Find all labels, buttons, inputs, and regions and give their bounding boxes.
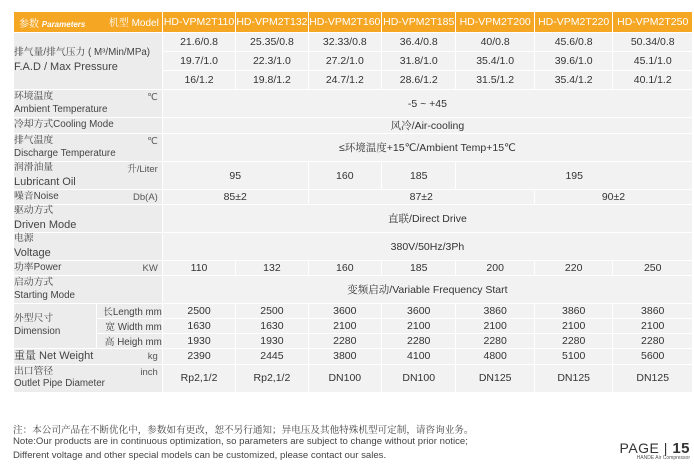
oil-label-cn: 润滑油量 xyxy=(14,162,54,173)
fad-value: 35.4/1.2 xyxy=(535,71,613,89)
fad-value: 28.6/1.2 xyxy=(382,71,455,89)
fad-value: 22.3/1.0 xyxy=(236,52,307,70)
oil-value: 160 xyxy=(309,162,381,189)
length-value: 3860 xyxy=(613,304,692,318)
outlet-label-cn: 出口管径 xyxy=(14,365,54,377)
voltage-value: 380V/50Hz/3Ph xyxy=(163,233,692,260)
fad-value: 40/0.8 xyxy=(456,33,534,51)
power-label xyxy=(14,261,162,275)
fad-value: 27.2/1.0 xyxy=(309,52,381,70)
outlet-unit: inch xyxy=(140,366,158,378)
dimension-label-cn: 外型尺寸 xyxy=(14,313,54,325)
power-value: 220 xyxy=(535,261,613,275)
model-header-7: HD-VPM2T250 xyxy=(613,12,692,32)
fad-value: 31.5/1.2 xyxy=(456,71,534,89)
fad-label xyxy=(14,33,162,89)
oil-label xyxy=(14,162,162,189)
width-value: 2100 xyxy=(535,319,613,333)
weight-value: 3800 xyxy=(309,349,381,364)
page-number-block xyxy=(620,440,690,461)
note-en-2: Different voltage and other special models can be customized, please contact our sales. xyxy=(13,450,387,461)
voltage-label-cn: 电源 xyxy=(14,233,34,245)
weight-value: 2390 xyxy=(163,349,235,364)
fad-label-en: F.A.D / Max Pressure xyxy=(14,61,118,74)
width-value: 2100 xyxy=(613,319,692,333)
power-value: 200 xyxy=(456,261,534,275)
drive-value: 直联/Direct Drive xyxy=(163,205,692,232)
width-value: 2100 xyxy=(309,319,381,333)
drive-label xyxy=(14,205,162,232)
drive-label-cn: 驱动方式 xyxy=(14,205,54,217)
fad-value: 25.35/0.8 xyxy=(236,33,307,51)
fad-value: 45.6/0.8 xyxy=(535,33,613,51)
outlet-value: Rp2,1/2 xyxy=(236,365,307,392)
power-value: 110 xyxy=(163,261,235,275)
fad-value: 35.4/1.0 xyxy=(456,52,534,70)
noise-label xyxy=(14,190,162,204)
height-value: 1930 xyxy=(163,334,235,348)
outlet-value: DN100 xyxy=(382,365,455,392)
weight-value: 5600 xyxy=(613,349,692,364)
discharge-value: ≤环境温度+15℃/Ambient Temp+15℃ xyxy=(163,134,692,161)
ambient-label-en: Ambient Temperature xyxy=(14,103,108,115)
model-header-3: HD-VPM2T160 xyxy=(309,12,381,32)
noise-value: 85±2 xyxy=(163,190,308,204)
model-label: 机型 Model xyxy=(108,18,159,29)
dimension-label-en: Dimension xyxy=(14,326,61,338)
starting-value: 变频启动/Variable Frequency Start xyxy=(163,276,692,303)
cooling-value: 风冷/Air-cooling xyxy=(163,118,692,133)
discharge-label xyxy=(14,134,162,161)
starting-label-cn: 启动方式 xyxy=(14,276,54,288)
oil-value: 95 xyxy=(163,162,308,189)
starting-label xyxy=(14,276,162,303)
height-label: 高 Heigh mm xyxy=(97,334,162,348)
voltage-label-en: Voltage xyxy=(14,246,51,259)
fad-value: 31.8/1.0 xyxy=(382,52,455,70)
outlet-value: DN125 xyxy=(456,365,534,392)
power-value: 132 xyxy=(236,261,307,275)
power-value: 160 xyxy=(309,261,381,275)
length-value: 2500 xyxy=(236,304,307,318)
param-en-label: Parameters xyxy=(41,20,86,29)
length-value: 2500 xyxy=(163,304,235,318)
power-unit: KW xyxy=(142,263,158,275)
model-header-2: HD-VPM2T132 xyxy=(236,12,307,32)
outlet-label xyxy=(14,365,162,392)
weight-label xyxy=(14,349,162,364)
discharge-label-en: Discharge Temperature xyxy=(14,147,116,159)
power-value: 185 xyxy=(382,261,455,275)
page-number: 15 xyxy=(672,440,690,457)
length-value: 3600 xyxy=(309,304,381,318)
note-en-1: Note:Our products are in continuous optimization, so parameters are subject to change without prior notice; xyxy=(13,436,468,447)
voltage-label xyxy=(14,233,162,260)
fad-value: 39.6/1.0 xyxy=(535,52,613,70)
noise-value: 90±2 xyxy=(535,190,692,204)
page-separator: | xyxy=(663,440,668,456)
oil-value: 185 xyxy=(382,162,455,189)
width-value: 2100 xyxy=(456,319,534,333)
header-corner-cell xyxy=(14,12,162,32)
width-value: 1630 xyxy=(163,319,235,333)
ambient-label xyxy=(14,90,162,117)
outlet-value: Rp2,1/2 xyxy=(163,365,235,392)
noise-unit: Db(A) xyxy=(133,192,158,204)
fad-value: 24.7/1.2 xyxy=(309,71,381,89)
fad-value: 36.4/0.8 xyxy=(382,33,455,51)
length-label: 长Length mm xyxy=(97,304,162,318)
ambient-unit: ℃ xyxy=(147,92,158,103)
model-header-1: HD-VPM2T110 xyxy=(163,12,235,32)
model-header-5: HD-VPM2T200 xyxy=(456,12,534,32)
fad-value: 21.6/0.8 xyxy=(163,33,235,51)
height-value: 2280 xyxy=(613,334,692,348)
discharge-unit: ℃ xyxy=(147,136,158,147)
height-value: 2280 xyxy=(535,334,613,348)
height-value: 2280 xyxy=(382,334,455,348)
fad-value: 50.34/0.8 xyxy=(613,33,692,51)
width-label: 宽 Width mm xyxy=(97,319,162,333)
page-label: PAGE xyxy=(619,440,660,456)
cooling-label: 冷却方式Cooling Mode xyxy=(14,118,162,133)
note-cn: 注：本公司产品在不断优化中，参数如有更改，恕不另行通知；异电压及其他特殊机型可定制，请咨询业务。 xyxy=(13,425,474,436)
outlet-value: DN100 xyxy=(309,365,381,392)
fad-value: 19.7/1.0 xyxy=(163,52,235,70)
oil-value: 195 xyxy=(456,162,692,189)
outlet-value: DN125 xyxy=(613,365,692,392)
power-label-text: 功率Power xyxy=(14,261,62,273)
height-value: 2280 xyxy=(456,334,534,348)
width-value: 2100 xyxy=(382,319,455,333)
outlet-value: DN125 xyxy=(535,365,613,392)
length-value: 3860 xyxy=(535,304,613,318)
weight-unit: kg xyxy=(147,351,158,363)
weight-label-text: 重量 Net Weight xyxy=(14,350,94,363)
fad-value: 40.1/1.2 xyxy=(613,71,692,89)
param-cn-label: 参数 xyxy=(19,19,39,30)
dimension-label xyxy=(14,304,96,348)
fad-value: 45.1/1.0 xyxy=(613,52,692,70)
company-name: HANDE Air Compressor xyxy=(636,455,690,461)
weight-value: 4800 xyxy=(456,349,534,364)
weight-value: 4100 xyxy=(382,349,455,364)
starting-label-en: Starting Mode xyxy=(14,289,75,301)
fad-value: 16/1.2 xyxy=(163,71,235,89)
fad-value: 19.8/1.2 xyxy=(236,71,307,89)
noise-label-text: 噪音Noise xyxy=(14,190,59,202)
outlet-label-en: Outlet Pipe Diameter xyxy=(14,378,105,390)
weight-value: 2445 xyxy=(236,349,307,364)
model-header-6: HD-VPM2T220 xyxy=(535,12,613,32)
width-value: 1630 xyxy=(236,319,307,333)
ambient-value: -5 ~ +45 xyxy=(163,90,692,117)
ambient-label-cn: 环境温度 xyxy=(14,90,54,102)
noise-value: 87±2 xyxy=(309,190,534,204)
height-value: 1930 xyxy=(236,334,307,348)
height-value: 2280 xyxy=(309,334,381,348)
length-value: 3600 xyxy=(382,304,455,318)
drive-label-en: Driven Mode xyxy=(14,218,77,231)
power-value: 250 xyxy=(613,261,692,275)
model-header-4: HD-VPM2T185 xyxy=(382,12,455,32)
weight-value: 5100 xyxy=(535,349,613,364)
discharge-label-cn: 排气温度 xyxy=(14,134,54,146)
spec-table xyxy=(13,11,693,393)
fad-value: 32.33/0.8 xyxy=(309,33,381,51)
length-value: 3860 xyxy=(456,304,534,318)
oil-unit: 升/Liter xyxy=(127,164,158,175)
fad-label-cn: 排气量/排气压力 ( M³/Min/MPa) xyxy=(14,47,151,59)
oil-label-en: Lubricant Oil xyxy=(14,175,76,188)
